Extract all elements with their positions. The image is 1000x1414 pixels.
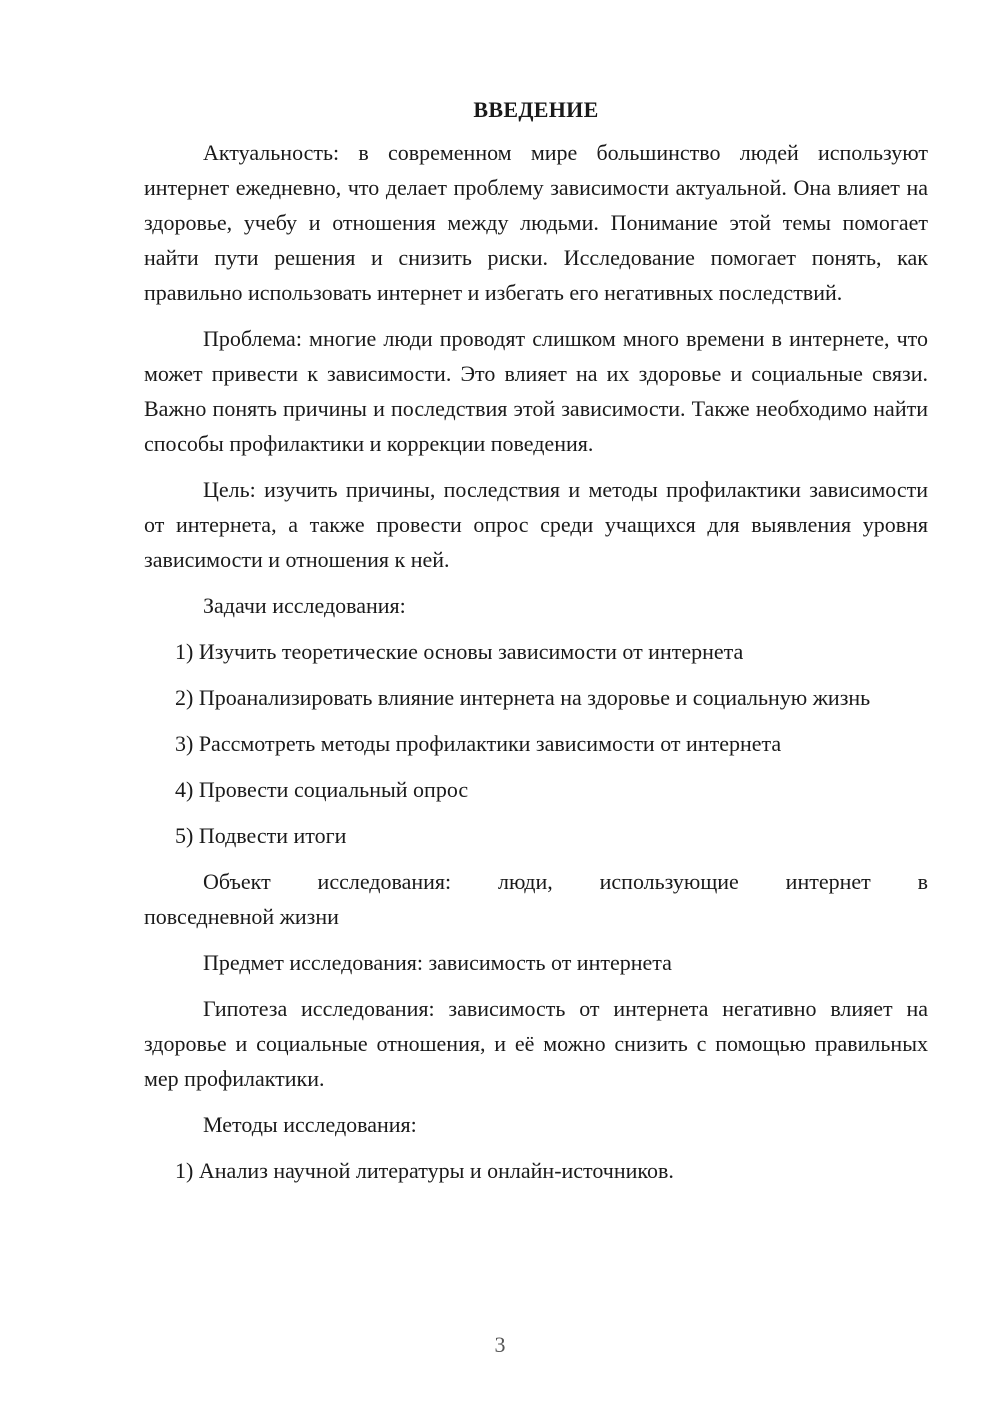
task-item: 5) Подвести итоги bbox=[175, 823, 347, 848]
task-item: 3) Рассмотреть методы профилактики зависимости от интернета bbox=[175, 731, 782, 756]
methods-heading: Методы исследования: bbox=[203, 1112, 417, 1137]
paragraph-problem: Проблема: многие люди проводят слишком много времени в интернете, что может привести к зависимости. Это влияет на их здоровье и социальные связи. Важно понять причины и последствия этой зависимости. Также необходимо найти способы профилактики и коррекции поведения. bbox=[144, 326, 928, 456]
task-item: 1) Изучить теоретические основы зависимости от интернета bbox=[175, 639, 744, 664]
paragraph-relevance: Актуальность: в современном мире большинство людей используют интернет ежедневно, что делает проблему зависимости актуальной. Она влияет на здоровье, учебу и отношения между людьми. Понимание этой темы помогает найти пути решения и снизить риски. Исследование помогает понять, как правильно использовать интернет и избегать его негативных последствий. bbox=[144, 140, 928, 305]
method-item: 1) Анализ научной литературы и онлайн-источников. bbox=[175, 1158, 674, 1183]
paragraph-subject: Предмет исследования: зависимость от интернета bbox=[203, 950, 672, 975]
document-body bbox=[144, 95, 928, 1199]
paragraph-object-line1: Объект исследования: люди, использующие интернет в bbox=[203, 869, 928, 894]
paragraph-goal: Цель: изучить причины, последствия и методы профилактики зависимости от интернета, а также провести опрос среди учащихся для выявления уровня зависимости и отношения к ней. bbox=[144, 477, 928, 572]
paragraph-hypothesis: Гипотеза исследования: зависимость от интернета негативно влияет на здоровье и социальные отношения, и её можно снизить с помощью правильных мер профилактики. bbox=[144, 996, 928, 1091]
paragraph-object-line2: повседневной жизни bbox=[144, 904, 339, 929]
page-number: 3 bbox=[494, 1332, 506, 1357]
task-item: 2) Проанализировать влияние интернета на здоровье и социальную жизнь bbox=[175, 685, 871, 710]
section-title: ВВЕДЕНИЕ bbox=[473, 97, 599, 122]
tasks-heading: Задачи исследования: bbox=[203, 593, 406, 618]
task-item: 4) Провести социальный опрос bbox=[175, 777, 469, 802]
